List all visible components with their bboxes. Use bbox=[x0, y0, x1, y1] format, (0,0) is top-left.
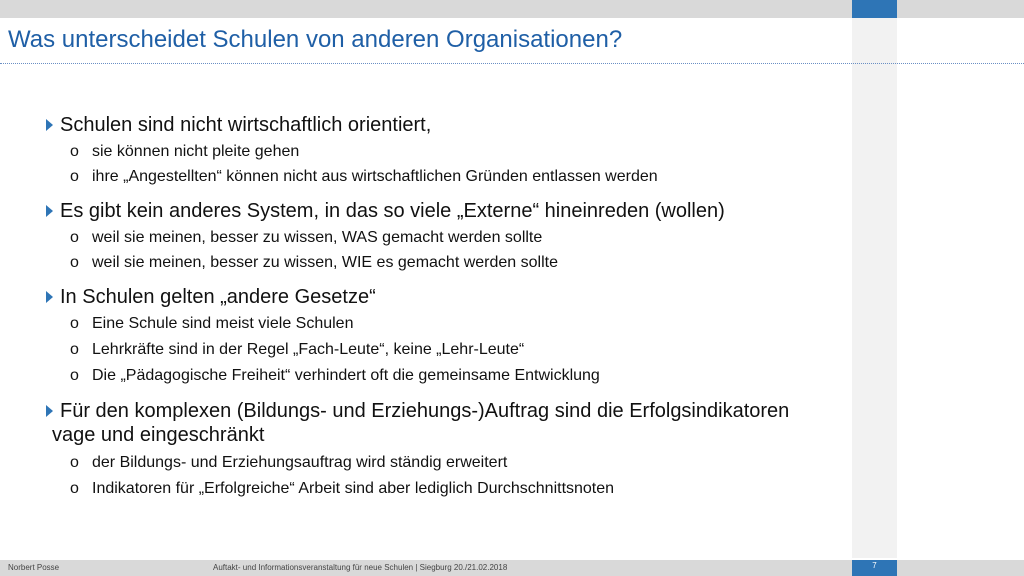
bullet-text: Es gibt kein anderes System, in das so viele „Externe“ hineinreden (wollen) bbox=[60, 200, 725, 222]
sub-bullet bbox=[70, 314, 354, 334]
sub-bullet bbox=[70, 253, 558, 273]
bullet-1 bbox=[60, 113, 431, 137]
sub-bullet bbox=[70, 167, 658, 187]
footer-bar bbox=[0, 560, 1024, 576]
sub-bullet bbox=[70, 228, 543, 248]
bullet-triangle-icon bbox=[46, 205, 53, 217]
sub-bullet-marker: o bbox=[70, 143, 79, 160]
sub-bullet-marker: o bbox=[70, 341, 79, 358]
bullet-3 bbox=[60, 285, 376, 309]
sub-bullet-text: Lehrkräfte sind in der Regel „Fach-Leute“, keine „Lehr-Leute“ bbox=[92, 341, 525, 358]
sub-bullet-text: der Bildungs- und Erziehungsauftrag wird ständig erweitert bbox=[92, 454, 508, 471]
sub-bullet-text: ihre „Angestellten“ können nicht aus wirtschaftlichen Gründen entlassen werden bbox=[92, 168, 658, 185]
sub-bullet-text: Indikatoren für „Erfolgreiche“ Arbeit sind aber lediglich Durchschnittsnoten bbox=[92, 480, 615, 497]
sub-bullet-marker: o bbox=[70, 315, 79, 332]
bullet-2 bbox=[60, 199, 725, 223]
bullet-text: Für den komplexen (Bildungs- und Erziehungs-)Auftrag sind die Erfolgsindikatoren bbox=[60, 400, 790, 422]
bullet-triangle-icon bbox=[46, 291, 53, 303]
bullet-text: Schulen sind nicht wirtschaftlich orientiert, bbox=[60, 114, 432, 136]
bullet-triangle-icon bbox=[46, 405, 53, 417]
sub-bullet-text: weil sie meinen, besser zu wissen, WIE es gemacht werden sollte bbox=[92, 254, 558, 271]
sub-bullet-text: Die „Pädagogische Freiheit“ verhindert oft die gemeinsame Entwicklung bbox=[92, 367, 600, 384]
sub-bullet-text: Eine Schule sind meist viele Schulen bbox=[92, 315, 354, 332]
sub-bullet-marker: o bbox=[70, 367, 79, 384]
bullet-4 bbox=[52, 399, 790, 447]
sub-bullet-marker: o bbox=[70, 480, 79, 497]
footer-author: Norbert Posse bbox=[8, 563, 60, 572]
bullet-text-continued: vage und eingeschränkt bbox=[52, 424, 265, 446]
sub-bullet bbox=[70, 142, 300, 162]
bullet-triangle-icon bbox=[46, 119, 53, 131]
sub-bullet-marker: o bbox=[70, 254, 79, 271]
sub-bullet bbox=[70, 479, 615, 499]
sub-bullet-marker: o bbox=[70, 454, 79, 471]
bullet-text: In Schulen gelten „andere Gesetze“ bbox=[60, 286, 376, 308]
sub-bullet-text: sie können nicht pleite gehen bbox=[92, 143, 300, 160]
sub-bullet-text: weil sie meinen, besser zu wissen, WAS gemacht werden sollte bbox=[92, 229, 543, 246]
slide-title: Was unterscheidet Schulen von anderen Organisationen? bbox=[8, 26, 623, 53]
sub-bullet-marker: o bbox=[70, 168, 79, 185]
page-number: 7 bbox=[852, 560, 897, 576]
sub-bullet-marker: o bbox=[70, 229, 79, 246]
footer-event: Auftakt- und Informationsveranstaltung für neue Schulen | Siegburg 20./21.02.2018 bbox=[213, 563, 508, 572]
sub-bullet bbox=[70, 366, 600, 386]
sub-bullet bbox=[70, 340, 525, 360]
sub-bullet bbox=[70, 453, 508, 473]
